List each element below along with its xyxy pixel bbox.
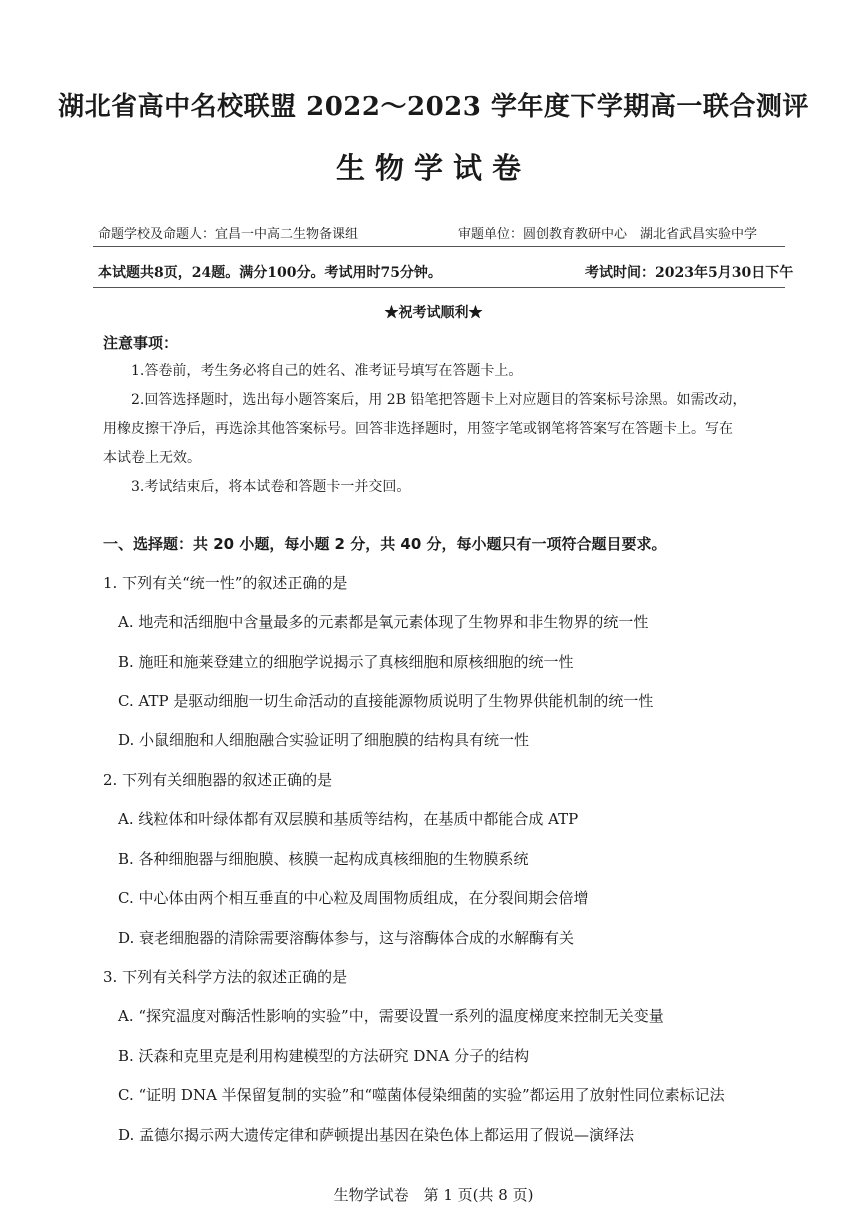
- note-2-end: 本试卷上无效。: [103, 450, 201, 466]
- option-b: B. 沃森和克里克是利用构建模型的方法研究 DNA 分子的结构: [118, 1047, 530, 1065]
- section-heading: 一、选择题：共 20 小题，每小题 2 分，共 40 分，每小题只有一项符合题目要求。: [103, 535, 667, 553]
- option-d: D. 孟德尔揭示两大遗传定律和萨顿提出基因在染色体上都运用了假说—演绎法: [118, 1126, 635, 1144]
- option-d: D. 小鼠细胞和人细胞融合实验证明了细胞膜的结构具有统一性: [118, 731, 530, 749]
- exam-subject: 生物学试卷: [335, 151, 531, 185]
- option-d: D. 衰老细胞器的清除需要溶酶体参与，这与溶酶体合成的水解酶有关: [118, 929, 575, 947]
- option-c: C. ATP 是驱动细胞一切生命活动的直接能源物质说明了生物界供能机制的统一性: [118, 692, 654, 710]
- option-a: A. 线粒体和叶绿体都有双层膜和基质等结构，在基质中都能合成 ATP: [118, 810, 579, 828]
- reviewer-info: 审题单位：圆创教育教研中心 湖北省武昌实验中学: [458, 227, 758, 242]
- note-2: 2.回答选择题时，选出每小题答案后，用 2B 铅笔把答题卡上对应题目的答案标号涂黑。如需改动，: [131, 392, 747, 408]
- divider: [93, 246, 785, 247]
- option-c: C. “证明 DNA 半保留复制的实验”和“噬菌体侵染细菌的实验”都运用了放射性同位素标记法: [118, 1086, 725, 1104]
- question-stem: 2. 下列有关细胞器的叙述正确的是: [103, 771, 333, 789]
- question-stem: 3. 下列有关科学方法的叙述正确的是: [103, 968, 348, 986]
- option-c: C. 中心体由两个相互垂直的中心粒及周围物质组成，在分裂间期会倍增: [118, 889, 589, 907]
- option-a: A. “探究温度对酶活性影响的实验”中，需要设置一系列的温度梯度来控制无关变量: [118, 1007, 664, 1025]
- page-footer: 生物学试卷 第 1 页(共 8 页): [333, 1186, 534, 1204]
- option-b: B. 施旺和施莱登建立的细胞学说揭示了真核细胞和原核细胞的统一性: [118, 653, 574, 671]
- question-stem: 1. 下列有关“统一性”的叙述正确的是: [103, 574, 348, 592]
- note-3: 3.考试结束后，将本试卷和答题卡一并交回。: [131, 479, 411, 495]
- exam-time: 考试时间：2023年5月30日下午: [585, 265, 794, 281]
- exam-title: 湖北省高中名校联盟 2022～2023 学年度下学期高一联合测评: [58, 92, 809, 122]
- good-luck-banner: ★祝考试顺利★: [384, 305, 483, 321]
- note-1: 1.答卷前，考生务必将自己的姓名、准考证号填写在答题卡上。: [131, 363, 523, 379]
- option-a: A. 地壳和活细胞中含量最多的元素都是氧元素体现了生物界和非生物界的统一性: [118, 613, 649, 631]
- note-2-cont: 用橡皮擦干净后，再选涂其他答案标号。回答非选择题时，用签字笔或钢笔将答案写在答题卡上。写在: [103, 421, 733, 437]
- divider: [93, 287, 785, 288]
- exam-summary: 本试题共8页，24题。满分100分。考试用时75分钟。: [98, 265, 442, 281]
- notes-heading: 注意事项：: [103, 334, 179, 352]
- option-b: B. 各种细胞器与细胞膜、核膜一起构成真核细胞的生物膜系统: [118, 850, 529, 868]
- author-info: 命题学校及命题人：宜昌一中高二生物备课组: [98, 227, 359, 242]
